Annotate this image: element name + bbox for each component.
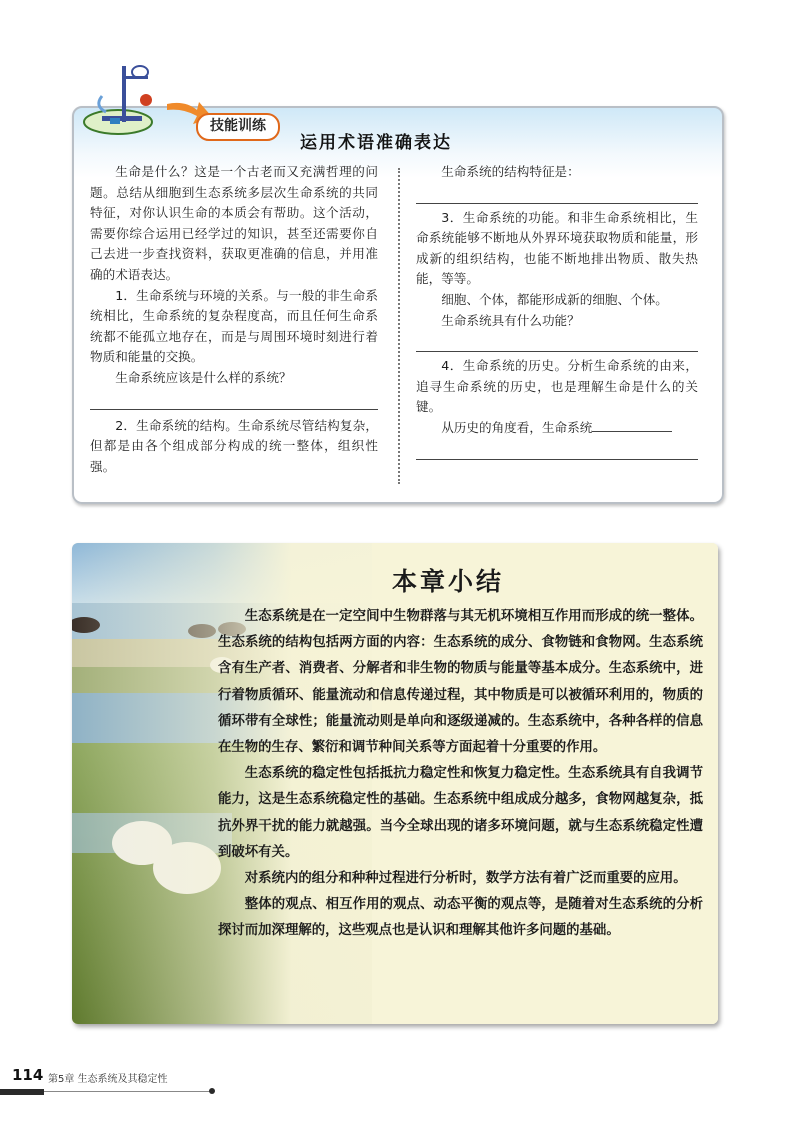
summary-paragraph-1: 生态系统是在一定空间中生物群落与其无机环境相互作用而形成的统一整体。生态系统的结构包括两方面的内容：生态系统的成分、食物链和食物网。生态系统含有生产者、消费者、分解者和非生物的物质与能量等基本成分。生态系统中，进行着物质循环、能量流动和信息传递过程，其中物质是可以被循环利用的，物质的循环带有全球性；能量流动则是单向和逐级递减的。生态系统中，各种各样的信息在生物的生存、繁衍和调节种间关系等方面起着十分重要的作用。 (218, 608, 703, 756)
answer-inline-4[interactable] (592, 419, 672, 432)
summary-title: 本章小结 (392, 567, 505, 596)
skill-title: 运用术语准确表达 (300, 133, 452, 153)
footer-dot (209, 1088, 215, 1094)
skill-point-1: 1．生命系统与环境的关系。与一般的非生命系统相比，生命系统的复杂程度高，而且任何生命系统都不能孤立地存在，而是与周围环境时刻进行着物质和能量的交换。 (90, 287, 378, 365)
skill-question-1: 生命系统应该是什么样的系统？ (115, 369, 292, 385)
skill-question-4 (416, 418, 698, 439)
skill-point-2: 2．生命系统的结构。生命系统尽管结构复杂，但都是由各个组成部分构成的统一整体，组织性强。 (90, 417, 378, 474)
summary-paragraph-4: 整体的观点、相互作用的观点、动态平衡的观点等，是随着对生态系统的分析探讨而加深理解的，这些观点也是认识和理解其他许多问题的基础。 (218, 896, 703, 939)
skill-point-3: 3．生命系统的功能。和非生命系统相比，生命系统能够不断地从外界环境获取物质和能量，形成新的组织结构，也能不断地排出物质、散失热能，等等。 (416, 209, 698, 287)
summary-body (218, 603, 703, 944)
answer-line-2[interactable] (416, 183, 698, 204)
column-divider (398, 168, 400, 484)
skill-left-column (90, 162, 378, 477)
skill-intro: 生命是什么？这是一个古老而又充满哲理的问题。总结从细胞到生态系统多层次生命系统的共同特征，对你认识生命的本质会有帮助。这个活动，需要你综合运用已经学过的知识，甚至还需要你自己去进一步查找资料，获取更准确的信息，并用准确的术语表达。 (90, 164, 378, 282)
skill-question-4-text: 从历史的角度看，生命系统 (441, 419, 593, 435)
skill-question-3: 生命系统具有什么功能？ (441, 312, 580, 328)
page-number: 114 (12, 1066, 44, 1084)
answer-line-3[interactable] (416, 331, 698, 352)
skill-right-column (416, 162, 698, 462)
footer-rule (44, 1091, 212, 1092)
skill-question-2: 生命系统的结构特征是： (441, 164, 580, 179)
skill-point-4: 4．生命系统的历史。分析生命系统的由来，追寻生命系统的历史，也是理解生命是什么的关键。 (416, 358, 698, 415)
answer-line-4[interactable] (416, 439, 698, 460)
answer-line-1[interactable] (90, 389, 378, 410)
footer-bar (0, 1089, 44, 1095)
summary-paragraph-3: 对系统内的组分和种种过程进行分析时，数学方法有着广泛而重要的应用。 (244, 870, 687, 887)
skill-point-3b: 细胞、个体，都能形成新的细胞、个体。 (441, 291, 668, 307)
chapter-label: 第5章 生态系统及其稳定性 (48, 1074, 168, 1085)
skill-tag: 技能训练 (196, 113, 280, 141)
summary-paragraph-2: 生态系统的稳定性包括抵抗力稳定性和恢复力稳定性。生态系统具有自我调节能力，这是生态系统稳定性的基础。生态系统中组成成分越多，食物网越复杂，抵抗外界干扰的能力就越强。当今全球出现的诸多环境问题，就与生态系统稳定性遭到破坏有关。 (218, 765, 703, 860)
